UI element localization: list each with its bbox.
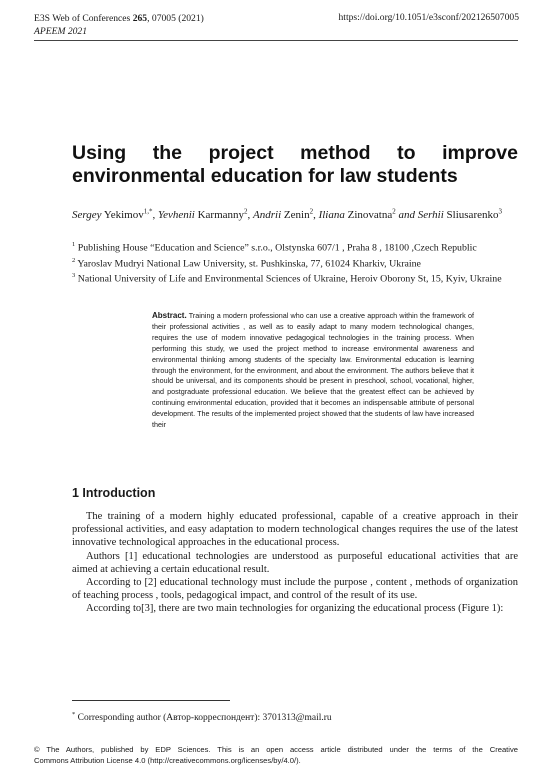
volume-number: 265 [132, 13, 148, 24]
paragraph: According to[3], there are two main technologies for organizing the educational process (Figure 1): [86, 603, 504, 615]
section-body [72, 510, 518, 616]
author-first-name: Andrii [253, 208, 282, 221]
author-name [72, 209, 158, 221]
header-divider [34, 40, 518, 41]
author-last-name: Zenin [281, 208, 310, 221]
author-first-name: Yevhenii [157, 208, 195, 221]
author-name [253, 209, 319, 221]
author-last-name: Sliusarenko [443, 208, 499, 221]
author-affiliation-mark: 1,* [143, 207, 153, 215]
paragraph: According to [2] educational technology must include the purpose , content , methods of organization of teaching process , tools, pedagogical impact, and control of the result of its use. [72, 577, 518, 602]
affiliation-text: Publishing House “Education and Science” s.r.o., Olstynska 607/1 , Praha 8 , 18100 ,Czech Republic [75, 242, 477, 254]
affiliation-mark: 1 [72, 241, 76, 248]
author-name [319, 209, 399, 221]
license-line-2: Commons Attribution License 4.0 (http://creativecommons.org/licenses/by/4.0/). [34, 755, 301, 765]
author-affiliation-mark: 2 [244, 207, 248, 215]
affiliation-mark: 3 [72, 272, 76, 280]
author-separator: , [152, 208, 158, 221]
footnote [72, 711, 332, 723]
author-separator: , [247, 208, 254, 221]
author-affiliation-mark: 3 [498, 207, 502, 215]
author-first-name: Iliana [318, 208, 345, 221]
affiliation-item [72, 255, 518, 271]
author-last-name: Zinovatna [344, 208, 393, 221]
affiliation-item [72, 239, 518, 255]
author-first-name: Sergey [72, 208, 102, 221]
author-last-name: Karmanny [194, 208, 245, 221]
journal-citation: E3S Web of Conferences 265, 07005 (2021) [34, 13, 204, 24]
footnote-text: Corresponding author (Автор-корреспондент): 3701313@mail.ru [75, 713, 332, 724]
author-first-name: and Serhii [398, 208, 444, 221]
affiliation-item [72, 270, 518, 286]
affiliation-text: National University of Life and Environmental Sciences of Ukraine, Heroiv Oborony St, 15, Kyiv, Ukraine [75, 273, 502, 285]
paper-title [72, 142, 518, 188]
author-last-name: Yekimov [101, 208, 144, 221]
affiliations [72, 239, 518, 286]
license-line-1: © The Authors, published by EDP Sciences. This is an open access article distributed under the terms of the Creative [34, 745, 518, 754]
abstract-label: Abstract. [152, 311, 187, 320]
author-name [398, 209, 502, 221]
title-line-2: environmental education for law students [72, 165, 458, 187]
author-list [72, 205, 518, 222]
doi-link[interactable]: https://doi.org/10.1051/e3sconf/202126507005 [338, 12, 519, 23]
footnote-mark: * [72, 711, 76, 718]
section-heading: 1 Introduction [72, 486, 156, 500]
paragraph: Authors [1] educational technologies are understood as purposeful educational activities that are aimed at achieving a certain educational result. [72, 550, 518, 575]
affiliation-mark: 2 [72, 256, 76, 264]
author-affiliation-mark: 2 [392, 207, 396, 215]
footnote-divider [72, 700, 230, 701]
author-name [158, 209, 253, 221]
paragraph: The training of a modern highly educated professional, capable of a creative approach in their professional activities, and easy adaptation to modern technological changes requires the use of the latest innovative technological approaches in the educational process. [72, 511, 518, 549]
running-header [34, 12, 204, 38]
abstract [152, 311, 474, 431]
author-separator: , [313, 208, 319, 221]
conference-name: APEEM 2021 [34, 26, 88, 37]
author-affiliation-mark: 2 [309, 207, 314, 215]
license-notice [34, 745, 518, 767]
abstract-text: Training a modern professional who can use a creative approach within the framework of their professional activities , as well as to easily adapt to many modern technological changes, requires the use of modern innovative pedagogical technologies in the training process. When performing this study, we used the project method to increase environmental awareness and environmental thinking among students of the specialty law. Environmental education is learning through the environment, for the environment, and about the environment. The authors believe that it should be universal, and its components should be present in preschool, school, vocational, higher, and postgraduate professional education. We believe that the greatest effect can be achieved by continuing environmental education, provided that it becomes an indispensable attribute of personal development. The results of the implemented project showed that the students of law have increased their [152, 311, 474, 430]
affiliation-text: Yaroslav Mudryi National Law University, st. Pushkinska, 77, 61024 Kharkiv, Ukraine [75, 258, 421, 269]
title-line-1: Using the project method to improve [72, 142, 518, 164]
